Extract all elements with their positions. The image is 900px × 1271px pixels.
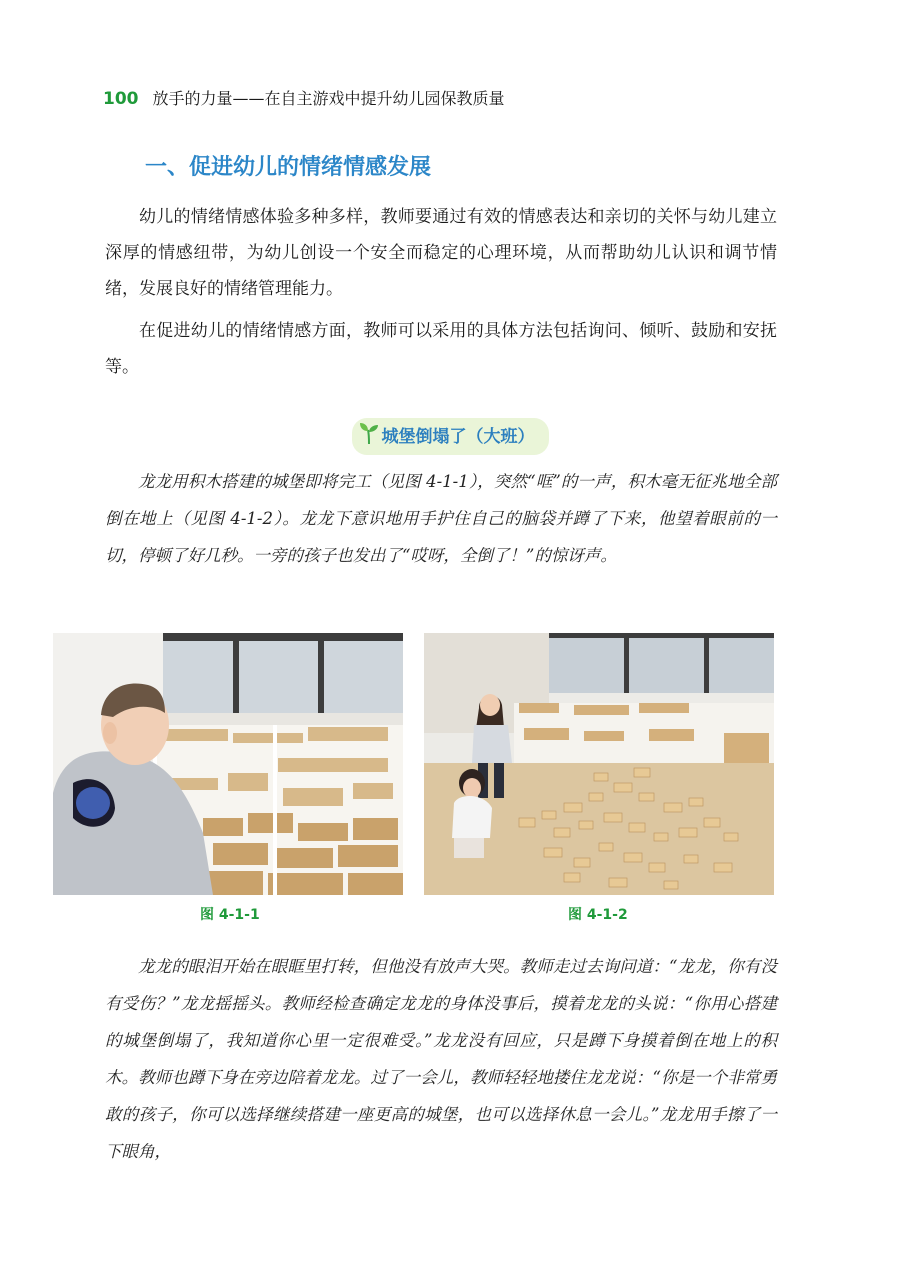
figure-photo-collapsed-blocks [424,633,774,895]
case-title-container [0,418,900,455]
page-number: 100 [103,89,139,109]
section-title: 一、促进幼儿的情绪情感发展 [145,155,432,180]
figure-photo-boy-building [53,633,403,895]
body-paragraph-2: 在促进幼儿的情绪情感方面，教师可以采用的具体方法包括询问、倾听、鼓励和安抚等。 [105,321,777,377]
case-title-text: 城堡倒塌了（大班） [381,426,535,447]
case-paragraph-1: 龙龙用积木搭建的城堡即将完工（见图 4-1-1），突然“哐”的一声，积木毫无征兆地全部倒在地上（见图 4-1-2）。龙龙下意识地用手护住自己的脑袋并蹲了下来，他望着眼前的一切，停顿了好几秒。一旁的孩子也发出了“哎呀，全倒了！”的惊讶声。 [105,472,777,565]
book-title: 放手的力量——在自主游戏中提升幼儿园保教质量 [152,89,505,108]
figure-caption-2: 图 4-1-2 [568,907,628,923]
body-paragraph-1: 幼儿的情绪情感体验多种多样，教师要通过有效的情感表达和亲切的关怀与幼儿建立深厚的情感纽带，为幼儿创设一个安全而稳定的心理环境，从而帮助幼儿认识和调节情绪，发展良好的情绪管理能力。 [105,207,777,299]
case-paragraph-2: 龙龙的眼泪开始在眼眶里打转，但他没有放声大哭。教师走过去询问道：“龙龙，你有没有受伤？”龙龙摇摇头。教师经检查确定龙龙的身体没事后，摸着龙龙的头说：“你用心搭建的城堡倒塌了，我知道你心里一定很难受。”龙龙没有回应，只是蹲下身摸着倒在地上的积木。教师也蹲下身在旁边陪着龙龙。过了一会儿，教师轻轻地搂住龙龙说：“你是一个非常勇敢的孩子，你可以选择继续搭建一座更高的城堡，也可以选择休息一会儿。”龙龙用手擦了一下眼角， [105,957,777,1161]
running-header [103,88,505,110]
figure-caption-1: 图 4-1-1 [200,907,260,923]
sprout-icon [358,421,380,452]
case-title-pill [352,418,549,455]
